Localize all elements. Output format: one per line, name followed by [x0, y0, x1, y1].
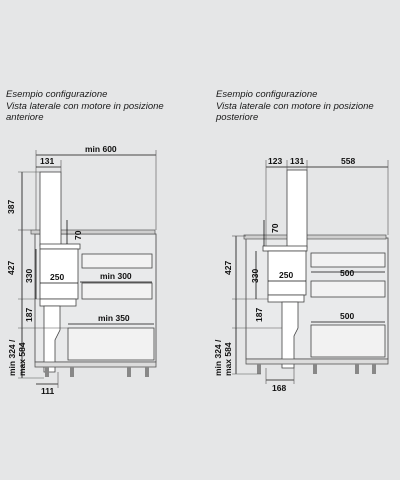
right-dim-upper-drawer-label: 500 [340, 268, 355, 278]
right-dim-offset-label: 123 [268, 156, 283, 166]
right-dim-motor-width-label: 250 [279, 270, 294, 280]
right-dim-top-width-label: 558 [341, 156, 356, 166]
left-dim-hood-gap-label: 70 [73, 230, 83, 240]
right-foot-4 [372, 364, 376, 374]
left-dim-bottom-width-label: 111 [41, 386, 55, 396]
caption-right-line2: Vista laterale con motore in posizione [216, 100, 374, 112]
left-foot-1 [45, 367, 49, 377]
left-dim-lower-drawer-label: min 350 [98, 313, 130, 323]
left-foot-4 [145, 367, 149, 377]
right-drawer-bottom [311, 325, 385, 357]
left-motor-tray [40, 299, 76, 306]
right-worktop [244, 235, 386, 239]
caption-right-line3: posteriore [216, 112, 259, 123]
left-foot-2 [70, 367, 74, 377]
left-foot-3 [127, 367, 131, 377]
right-plinth [246, 359, 388, 364]
right-foot-2 [313, 364, 317, 374]
right-dim-legs-label-2: max 584 [223, 342, 233, 376]
left-dim-upper-drawer-label: min 300 [100, 271, 132, 281]
caption-left-line2: Vista laterale con motore in posizione [6, 100, 164, 112]
left-chimney [40, 172, 61, 246]
right-motor-tray [268, 295, 304, 302]
right-dim-chimney-width-label: 131 [290, 156, 305, 166]
right-dim-plinth-depth-label: 187 [254, 307, 264, 322]
right-dim-cabinet-height-label: 427 [223, 260, 233, 275]
left-hood-shelf [40, 244, 80, 249]
left-dim-cabinet-height-label: 427 [6, 260, 16, 275]
left-dim-legs-label-1: min 324 / [7, 339, 17, 376]
caption-right-line1: Esempio configurazione [216, 89, 318, 100]
right-dim-motor-height-label: 330 [250, 268, 260, 283]
caption-left-line3: anteriore [6, 112, 44, 123]
left-drawer-top [82, 254, 152, 268]
left-view [6, 144, 156, 396]
right-dim-bottom-width-label: 168 [272, 383, 287, 393]
caption-left-line1: Esempio configurazione [6, 89, 108, 100]
right-dim-legs-label-1: min 324 / [213, 339, 223, 376]
left-dim-chimney-height-label: 387 [6, 199, 16, 214]
left-dim-chimney-width-label: 131 [40, 156, 55, 166]
right-foot-1 [257, 364, 261, 374]
right-drawer-top [311, 253, 385, 267]
left-dim-top-width-label: min 600 [85, 144, 117, 154]
right-drawer-mid [311, 281, 385, 297]
left-drawer-bottom [68, 328, 154, 360]
right-dim-lower-drawer-label: 500 [340, 311, 355, 321]
right-dim-hood-gap-label: 70 [270, 223, 280, 233]
right-view [213, 156, 388, 393]
left-dim-motor-width-label: 250 [50, 272, 65, 282]
right-foot-3 [355, 364, 359, 374]
left-dim-motor-height-label: 330 [24, 268, 34, 283]
left-dim-legs-label-2: max 584 [17, 342, 27, 376]
right-chimney [287, 170, 307, 248]
right-hood-shelf [263, 246, 307, 251]
left-plinth [35, 362, 156, 367]
left-dim-plinth-depth-label: 187 [24, 307, 34, 322]
left-drawer-mid [82, 283, 152, 299]
